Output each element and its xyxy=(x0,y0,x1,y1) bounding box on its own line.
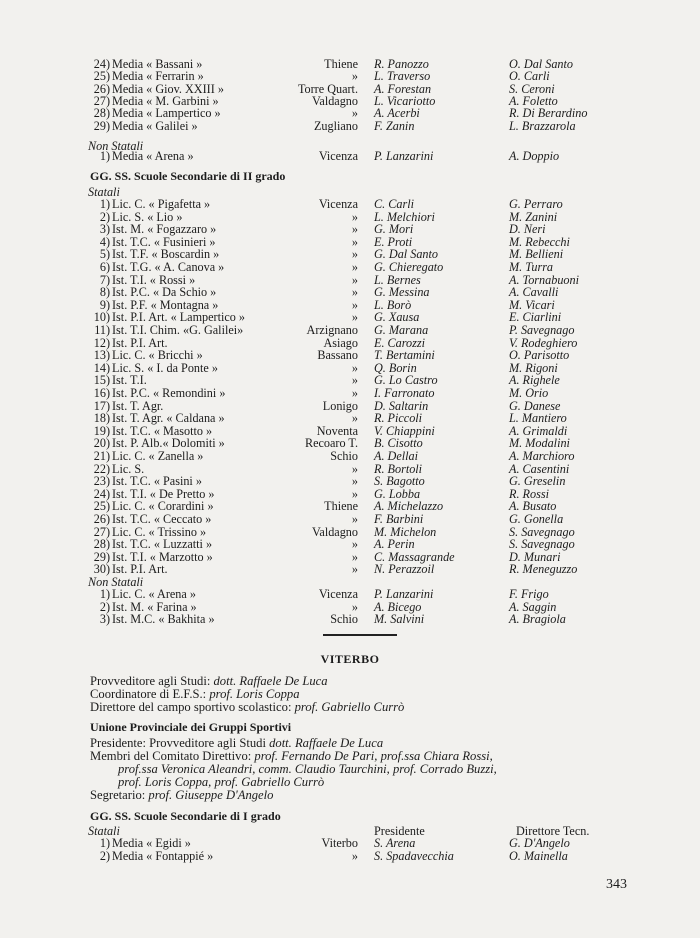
direttore-name: prof. Gabriello Currò xyxy=(294,700,405,714)
president-name: G. Dal Santo xyxy=(374,247,438,262)
director-name: G. Perraro xyxy=(509,197,563,211)
director-name: O. Carli xyxy=(509,69,550,84)
non-statali-label-2: Non Statali xyxy=(88,575,144,589)
director-name: M. Orio xyxy=(509,386,549,400)
row-number: 18) xyxy=(93,411,110,426)
table-row xyxy=(0,513,700,525)
row-number: 11) xyxy=(94,323,110,337)
row-number: 22) xyxy=(93,461,110,476)
table-row xyxy=(0,150,700,162)
school-name: Ist. P. Alb.« Dolomiti » xyxy=(112,436,225,451)
city-name: » xyxy=(351,285,358,300)
table-row xyxy=(0,450,700,462)
president-name: P. Lanzarini xyxy=(374,149,434,163)
school-name: Ist. T.C. « Pasini » xyxy=(112,474,202,489)
director-name: A. Foletto xyxy=(509,93,558,108)
president-name: V. Chiappini xyxy=(374,423,435,438)
city-name: Zugliano xyxy=(313,118,358,133)
presidente-label: Presidente: Provveditore agli Studi xyxy=(90,736,266,750)
city-name: Thiene xyxy=(324,499,358,514)
director-name: S. Ceroni xyxy=(509,81,555,96)
school-name: Ist. T. Agr. « Caldana » xyxy=(112,411,225,426)
president-name: G. Chieregato xyxy=(374,260,444,274)
president-name: A. Dellai xyxy=(374,449,419,463)
director-name: G. Gonella xyxy=(509,512,564,526)
president-name: F. Barbini xyxy=(374,512,424,526)
table-row xyxy=(0,349,700,361)
row-number: 1) xyxy=(99,587,110,601)
president-name: G. Xausa xyxy=(374,310,420,325)
president-name: M. Salvini xyxy=(374,612,425,627)
row-number: 29) xyxy=(93,118,110,133)
direttore-label: Direttore del campo sportivo scolastico: xyxy=(90,700,292,714)
president-name: Q. Borin xyxy=(374,360,417,375)
city-name: » xyxy=(351,386,358,400)
school-name: Ist. M.C. « Bakhita » xyxy=(112,612,215,627)
director-name: D. Neri xyxy=(509,222,546,237)
president-name: L. Traverso xyxy=(374,69,431,84)
row-number: 24) xyxy=(93,486,110,501)
row-number: 1) xyxy=(99,836,110,850)
city-name: » xyxy=(351,474,358,489)
table-row xyxy=(0,58,700,70)
table-row xyxy=(0,198,700,210)
statali-label: Statali xyxy=(88,185,120,199)
president-name: C. Massagrande xyxy=(374,549,455,564)
president-name: C. Carli xyxy=(374,197,414,211)
president-name: T. Bertamini xyxy=(374,348,435,363)
city-name: » xyxy=(351,461,358,476)
director-name: M. Vicari xyxy=(509,297,555,312)
school-name: Ist. P.I. Art. « Lampertico » xyxy=(112,310,246,325)
membri-names-3: prof. Loris Coppa, prof. Gabriello Currò xyxy=(118,775,325,789)
president-name: G. Lobba xyxy=(374,486,421,501)
statali-label-viterbo: Statali xyxy=(88,824,120,838)
school-name: Ist. T. Agr. xyxy=(112,398,164,413)
table-row xyxy=(0,437,700,449)
director-name: M. Rebecchi xyxy=(509,234,570,249)
school-name: Ist. T.I. Chim. «G. Galilei» xyxy=(112,323,244,337)
school-name: Media « Ferrarin » xyxy=(112,69,204,84)
director-name: F. Frigo xyxy=(509,587,549,601)
viterbo-title: VITERBO xyxy=(320,652,380,666)
school-name: Ist. M. « Fogazzaro » xyxy=(112,222,217,237)
row-number: 8) xyxy=(99,285,110,300)
school-name: Ist. T.I. xyxy=(112,373,147,388)
direttore-line xyxy=(90,701,404,714)
page-number: 343 xyxy=(606,877,627,892)
row-number: 1) xyxy=(99,149,110,163)
row-number: 16) xyxy=(93,386,110,400)
director-name: A. Tornabuoni xyxy=(509,272,579,287)
president-name: F. Zanin xyxy=(374,118,415,133)
row-number: 3) xyxy=(99,612,110,627)
provveditore-name: dott. Raffaele De Luca xyxy=(213,674,328,688)
director-name: R. Rossi xyxy=(509,486,549,501)
city-name: » xyxy=(351,247,358,262)
school-name: Lic. S. xyxy=(112,461,145,476)
president-name: R. Panozzo xyxy=(374,57,429,71)
city-name: » xyxy=(351,222,358,237)
director-name: P. Savegnago xyxy=(509,323,575,337)
president-name: S. Arena xyxy=(374,836,416,850)
table-row xyxy=(0,538,700,550)
city-name: Noventa xyxy=(316,423,358,438)
table-row xyxy=(0,236,700,248)
row-number: 27) xyxy=(93,524,110,539)
director-name: M. Turra xyxy=(509,260,554,274)
row-number: 25) xyxy=(93,69,110,84)
col-presidente: Presidente xyxy=(374,824,425,838)
school-name: Ist. T.G. « A. Canova » xyxy=(112,260,225,274)
row-number: 1) xyxy=(99,197,110,211)
table-row xyxy=(0,211,700,223)
table-row xyxy=(0,475,700,487)
city-name: » xyxy=(351,373,358,388)
director-name: A. Saggin xyxy=(509,599,557,614)
row-number: 23) xyxy=(93,474,110,489)
table-row xyxy=(0,274,700,286)
school-name: Lic. C. « Trissino » xyxy=(112,524,207,539)
row-number: 6) xyxy=(99,260,110,274)
school-name: Media « Bassani » xyxy=(112,57,203,71)
president-name: A. Perin xyxy=(374,537,415,552)
row-number: 28) xyxy=(93,106,110,121)
director-name: A. Doppio xyxy=(509,149,560,163)
director-name: O. Parisotto xyxy=(509,348,570,363)
row-number: 15) xyxy=(93,373,110,388)
row-number: 28) xyxy=(93,537,110,552)
city-name: » xyxy=(351,209,358,224)
table-row xyxy=(0,223,700,235)
row-number: 2) xyxy=(99,209,110,224)
row-number: 13) xyxy=(93,348,110,363)
table-row xyxy=(0,324,700,336)
city-name: Vicenza xyxy=(318,587,358,601)
city-name: » xyxy=(351,512,358,526)
table-row xyxy=(0,337,700,349)
school-name: Lic. S. « I. da Ponte » xyxy=(112,360,218,375)
row-number: 2) xyxy=(99,599,110,614)
president-name: L. Vicariotto xyxy=(374,93,436,108)
president-name: L. Borò xyxy=(374,297,412,312)
table-row xyxy=(0,500,700,512)
section-divider xyxy=(323,634,397,636)
school-name: Lic. C. « Bricchi » xyxy=(112,348,203,363)
school-name: Lic. C. « Arena » xyxy=(112,587,196,601)
school-name: Ist. T.C. « Fusinieri » xyxy=(112,234,216,249)
school-name: Media « Egidi » xyxy=(112,836,191,850)
city-name: » xyxy=(351,848,358,863)
city-name: Schio xyxy=(330,449,358,463)
row-number: 5) xyxy=(99,247,110,262)
school-name: Media « Arena » xyxy=(112,149,194,163)
table-row xyxy=(0,551,700,563)
unione-heading: Unione Provinciale dei Gruppi Sportivi xyxy=(90,720,292,734)
row-number: 20) xyxy=(93,436,110,451)
city-name: » xyxy=(351,260,358,274)
school-name: Media « Giov. XXIII » xyxy=(112,81,224,96)
coordinatore-label: Coordinatore di E.F.S.: xyxy=(90,687,207,701)
city-name: » xyxy=(351,69,358,84)
row-number: 19) xyxy=(93,423,110,438)
row-number: 12) xyxy=(93,335,110,350)
row-number: 14) xyxy=(93,360,110,375)
school-name: Lic. C. « Zanella » xyxy=(112,449,204,463)
city-name: » xyxy=(351,310,358,325)
city-name: Torre Quart. xyxy=(297,81,358,96)
city-name: » xyxy=(351,272,358,287)
school-name: Media « M. Garbini » xyxy=(112,93,219,108)
heading-i-grado: GG. SS. Scuole Secondarie di I grado xyxy=(90,809,281,823)
segretario-label: Segretario: xyxy=(90,788,146,802)
membri-names-1: prof. Fernando De Pari, prof.ssa Chiara Rossi, xyxy=(254,749,493,763)
table-row xyxy=(0,261,700,273)
president-name: E. Carozzi xyxy=(374,335,426,350)
president-name: P. Lanzarini xyxy=(374,587,434,601)
director-name: A. Righele xyxy=(509,373,560,388)
provveditore-label: Provveditore agli Studi: xyxy=(90,674,211,688)
city-name: Valdagno xyxy=(311,93,358,108)
school-name: Ist. T.I. « Marzotto » xyxy=(112,549,213,564)
coordinatore-name: prof. Loris Coppa xyxy=(209,687,300,701)
school-name: Lic. S. « Lio » xyxy=(112,209,183,224)
president-name: R. Bortoli xyxy=(374,461,423,476)
table-row xyxy=(0,248,700,260)
row-number: 24) xyxy=(93,57,110,71)
director-name: A. Casentini xyxy=(509,461,570,476)
city-name: Lonigo xyxy=(322,398,358,413)
school-name: Ist. T.C. « Ceccato » xyxy=(112,512,212,526)
city-name: Recoaro T. xyxy=(304,436,358,451)
director-name: D. Munari xyxy=(509,549,561,564)
president-name: D. Saltarin xyxy=(374,398,429,413)
school-name: Ist. P.C. « Remondini » xyxy=(112,386,226,400)
school-name: Ist. T.I. « De Pretto » xyxy=(112,486,215,501)
president-name: E. Proti xyxy=(374,234,413,249)
school-name: Ist. T.F. « Boscardin » xyxy=(112,247,220,262)
president-name: S. Spadavecchia xyxy=(374,848,454,863)
segretario-name: prof. Giuseppe D'Angelo xyxy=(148,788,274,802)
city-name: » xyxy=(351,411,358,426)
president-name: A. Bicego xyxy=(374,599,422,614)
city-name: Thiene xyxy=(324,57,358,71)
president-name: G. Lo Castro xyxy=(374,373,438,388)
table-row xyxy=(0,120,700,132)
city-name: Bassano xyxy=(317,348,358,363)
director-name: A. Busato xyxy=(509,499,557,514)
table-row xyxy=(0,837,700,849)
school-name: Lic. C. « Pigafetta » xyxy=(112,197,211,211)
row-number: 7) xyxy=(99,272,110,287)
row-number: 26) xyxy=(93,81,110,96)
school-name: Ist. P.F. « Montagna » xyxy=(112,297,219,312)
table-row xyxy=(0,95,700,107)
school-name: Ist. T.C. « Luzzatti » xyxy=(112,537,213,552)
director-name: V. Rodeghiero xyxy=(509,335,578,350)
row-number: 2) xyxy=(99,848,110,863)
city-name: » xyxy=(351,549,358,564)
row-number: 25) xyxy=(93,499,110,514)
director-name: M. Bellieni xyxy=(509,247,564,262)
table-row xyxy=(0,299,700,311)
city-name: » xyxy=(351,486,358,501)
president-name: A. Michelazzo xyxy=(374,499,444,514)
row-number: 17) xyxy=(93,398,110,413)
director-name: A. Marchioro xyxy=(509,449,575,463)
president-name: L. Bernes xyxy=(374,272,421,287)
city-name: Schio xyxy=(330,612,358,627)
non-statali-label: Non Statali xyxy=(88,139,144,153)
director-name: R. Di Berardino xyxy=(509,106,588,121)
director-name: A. Cavalli xyxy=(509,285,559,300)
table-row xyxy=(0,588,700,600)
city-name: Vicenza xyxy=(318,149,358,163)
table-row xyxy=(0,70,700,82)
col-direttore: Direttore Tecn. xyxy=(516,824,590,838)
table-row xyxy=(0,563,700,575)
row-number: 30) xyxy=(93,562,110,577)
director-name: R. Meneguzzo xyxy=(509,562,578,577)
row-number: 21) xyxy=(93,449,110,463)
president-name: G. Mori xyxy=(374,222,414,237)
president-name: A. Acerbi xyxy=(374,106,420,121)
director-name: L. Mantiero xyxy=(509,411,567,426)
director-name: L. Brazzarola xyxy=(509,118,576,133)
membri-label: Membri del Comitato Direttivo: xyxy=(90,749,252,763)
row-number: 9) xyxy=(99,297,110,312)
table-row xyxy=(0,488,700,500)
table-row xyxy=(0,601,700,613)
president-name: L. Melchiori xyxy=(374,209,435,224)
director-name: S. Savegnago xyxy=(509,524,575,539)
city-name: » xyxy=(351,297,358,312)
school-name: Media « Galilei » xyxy=(112,118,198,133)
table-row xyxy=(0,387,700,399)
director-name: O. Dal Santo xyxy=(509,57,573,71)
table-row xyxy=(0,400,700,412)
director-name: S. Savegnago xyxy=(509,537,575,552)
table-row xyxy=(0,526,700,538)
city-name: » xyxy=(351,537,358,552)
city-name: Arzignano xyxy=(306,323,358,337)
school-name: Ist. T.C. « Masotto » xyxy=(112,423,213,438)
city-name: » xyxy=(351,599,358,614)
city-name: Asiago xyxy=(323,335,358,350)
city-name: » xyxy=(351,562,358,577)
row-number: 27) xyxy=(93,93,110,108)
director-name: A. Grimaldi xyxy=(509,423,568,438)
director-name: M. Modalini xyxy=(509,436,570,451)
school-name: Ist. P.C. « Da Schio » xyxy=(112,285,217,300)
row-number: 10) xyxy=(93,310,110,325)
school-name: Media « Fontappié » xyxy=(112,848,214,863)
city-name: Vicenza xyxy=(318,197,358,211)
director-name: A. Bragiola xyxy=(509,612,566,627)
segretario-line xyxy=(90,789,273,802)
director-name: M. Zanini xyxy=(509,209,558,224)
row-number: 4) xyxy=(99,234,110,249)
president-name: B. Cisotto xyxy=(374,436,423,451)
table-row xyxy=(0,83,700,95)
school-name: Lic. C. « Corardini » xyxy=(112,499,214,514)
school-name: Ist. P.I. Art. xyxy=(112,335,168,350)
heading-ii-grado: GG. SS. Scuole Secondarie di II grado xyxy=(90,169,286,183)
table-row xyxy=(0,107,700,119)
row-number: 26) xyxy=(93,512,110,526)
president-name: R. Piccoli xyxy=(374,411,423,426)
director-name: M. Rigoni xyxy=(509,360,558,375)
table-row xyxy=(0,362,700,374)
table-row xyxy=(0,374,700,386)
school-name: Ist. M. « Farina » xyxy=(112,599,197,614)
school-name: Ist. T.I. « Rossi » xyxy=(112,272,196,287)
president-name: A. Forestan xyxy=(374,81,432,96)
table-row xyxy=(0,425,700,437)
city-name: » xyxy=(351,234,358,249)
table-row xyxy=(0,311,700,323)
president-name: M. Michelon xyxy=(374,524,437,539)
row-number: 3) xyxy=(99,222,110,237)
president-name: G. Marana xyxy=(374,323,429,337)
city-name: » xyxy=(351,360,358,375)
director-name: O. Mainella xyxy=(509,848,568,863)
president-name: G. Messina xyxy=(374,285,430,300)
row-number: 29) xyxy=(93,549,110,564)
table-row xyxy=(0,850,700,862)
table-row xyxy=(0,463,700,475)
city-name: » xyxy=(351,106,358,121)
school-name: Media « Lampertico » xyxy=(112,106,221,121)
membri-names-2: prof.ssa Veronica Aleandri, comm. Claudio Taurchini, prof. Corrado Buzzi, xyxy=(118,762,497,776)
school-name: Ist. P.I. Art. xyxy=(112,562,168,577)
director-name: G. Danese xyxy=(509,398,561,413)
table-row xyxy=(0,613,700,625)
director-name: E. Ciarlini xyxy=(509,310,562,325)
director-name: G. D'Angelo xyxy=(509,836,570,850)
president-name: S. Bagotto xyxy=(374,474,425,489)
table-row xyxy=(0,286,700,298)
president-name: I. Farronato xyxy=(374,386,435,400)
city-name: Viterbo xyxy=(321,836,358,850)
president-name: N. Perazzoil xyxy=(374,562,435,577)
city-name: Valdagno xyxy=(311,524,358,539)
presidente-name: dott. Raffaele De Luca xyxy=(269,736,384,750)
table-row xyxy=(0,412,700,424)
director-name: G. Greselin xyxy=(509,474,566,489)
